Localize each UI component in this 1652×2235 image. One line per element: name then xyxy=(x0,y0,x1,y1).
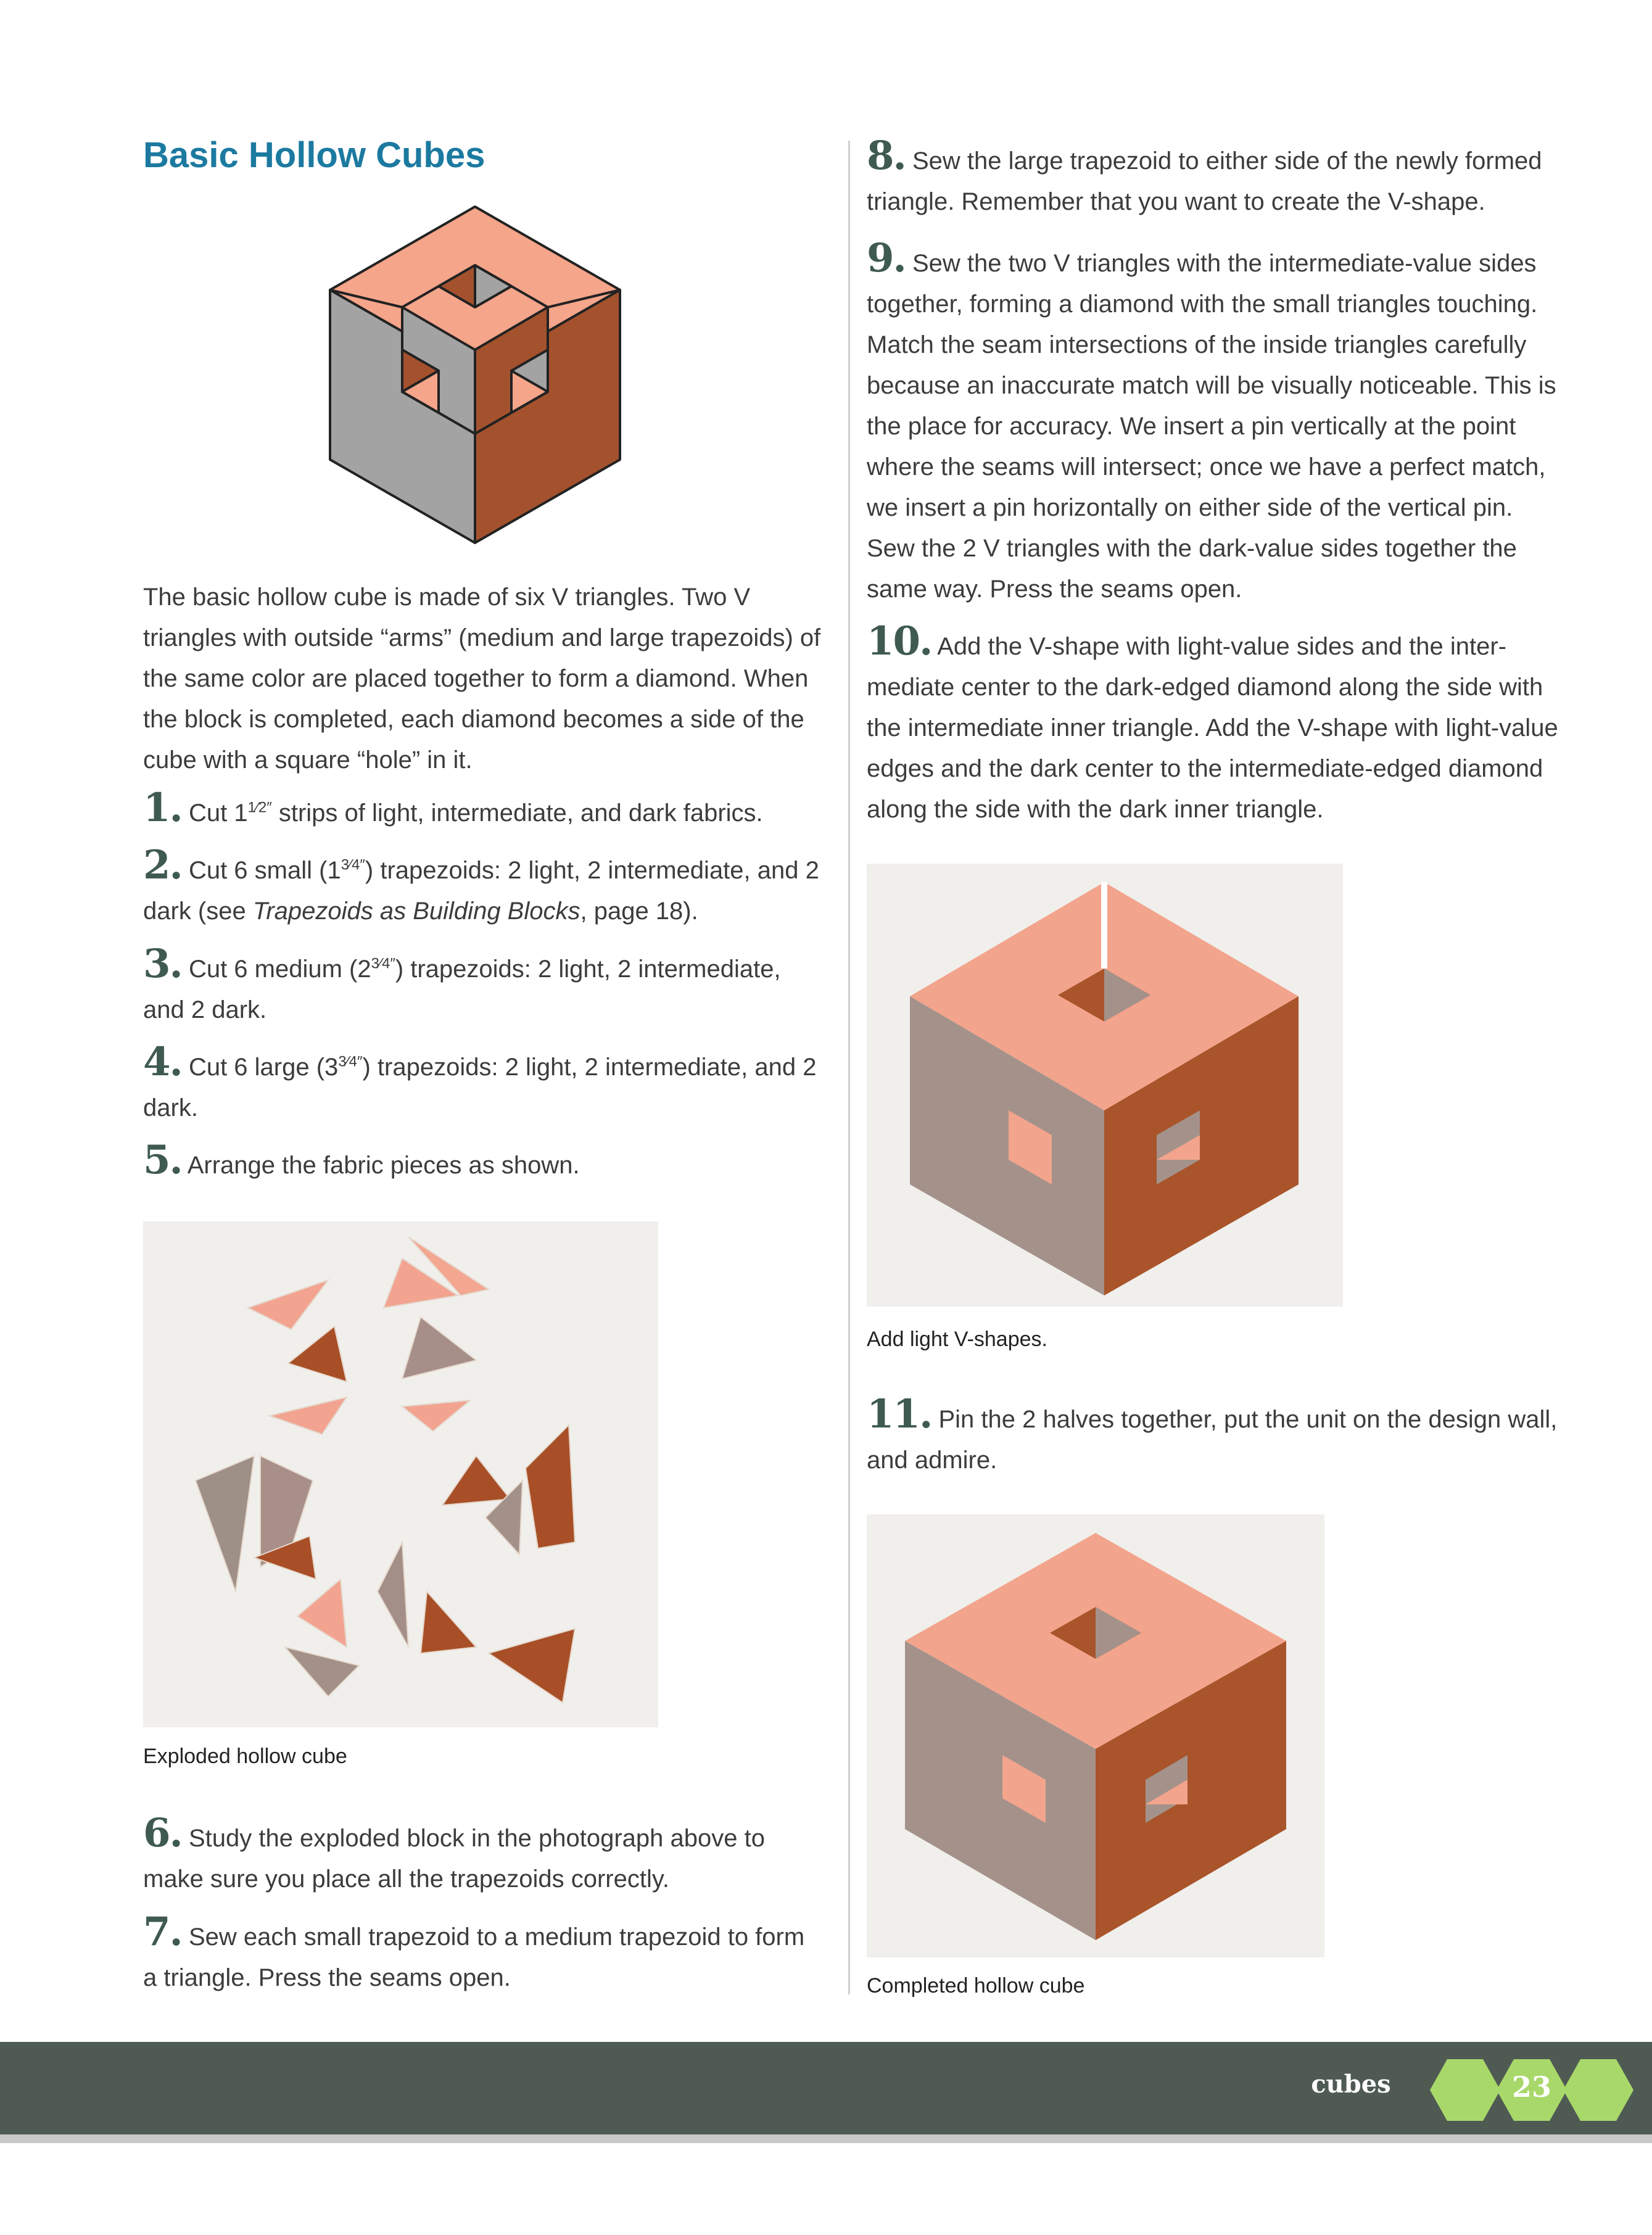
step-number: 8. xyxy=(867,133,906,179)
step-text: ) trapezoids: 2 light, 2 intermediate, and 2 dark. xyxy=(143,1054,817,1122)
step-text: Cut 6 small (1 xyxy=(188,857,341,884)
footer-bar xyxy=(0,2042,1652,2134)
step-text: Cut 6 large (3 xyxy=(188,1054,339,1081)
step-3 xyxy=(143,941,822,1030)
step-number: 10. xyxy=(867,618,932,664)
step-number: 4. xyxy=(143,1039,182,1085)
column-divider xyxy=(848,141,850,1994)
step-8 xyxy=(867,133,1567,222)
fraction: 3⁄4″ xyxy=(371,955,395,972)
fraction: 3⁄4″ xyxy=(338,1053,363,1070)
step-text: Sew each small trapezoid to a medium trapezoid to form a triangle. Press the seams open. xyxy=(143,1923,805,1991)
light-v-shapes-photo xyxy=(867,864,1343,1307)
step-9 xyxy=(867,235,1567,609)
step-text: strips of light, intermediate, and dark fabrics. xyxy=(271,799,763,827)
step-number: 11. xyxy=(867,1391,932,1437)
step-text: Arrange the fabric pieces as shown. xyxy=(187,1152,580,1179)
step-number: 9. xyxy=(867,235,906,281)
caption-completed: Completed hollow cube xyxy=(867,1974,1085,1997)
step-7 xyxy=(143,1909,822,1998)
step-4 xyxy=(143,1039,822,1128)
step-number: 5. xyxy=(143,1137,182,1183)
step-number: 2. xyxy=(143,842,182,888)
footer-divider xyxy=(0,2134,1652,2143)
step-text: Sew the two V triangles with the intermediate-value sides together, forming a diamond with the small triangles touching. Match the seam intersections of the inside triangles carefully because an inaccurate match will be visually noticeable. This is the place for accuracy. We insert a pin vertically at the point where the seams will intersect; once we have a perfect match, we insert a pin horizontally on either side of the vertical pin. Sew the 2 V triangles with the dark-value sides together the same way. Press the seams open. xyxy=(867,250,1556,603)
step-5 xyxy=(143,1137,822,1186)
step-text: Add the V-shape with light-value sides and the inter-mediate center to the dark-edged diamond along the side with the intermediate inner triangle. Add the V-shape with light-value edges and the dark center to the intermediate-edged diamond along the side with the dark inner triangle. xyxy=(867,633,1558,823)
hollow-cube-diagram xyxy=(324,204,626,549)
step-1 xyxy=(143,785,822,833)
fraction: 3⁄4″ xyxy=(341,856,365,874)
page-number: 23 xyxy=(1511,2070,1551,2104)
step-text: Cut 6 medium (2 xyxy=(188,956,371,983)
step-number: 7. xyxy=(143,1909,182,1955)
caption-light-v: Add light V-shapes. xyxy=(867,1328,1047,1351)
step-text: Study the exploded block in the photograph above to make sure you place all the trapezoids correctly. xyxy=(143,1825,765,1893)
step-6 xyxy=(143,1810,822,1899)
chapter-label: cubes xyxy=(1311,2070,1391,2099)
completed-cube-photo xyxy=(867,1514,1324,1957)
step-number: 1. xyxy=(143,785,182,831)
caption-exploded: Exploded hollow cube xyxy=(143,1745,347,1768)
step-2 xyxy=(143,842,822,932)
step-11 xyxy=(867,1391,1567,1481)
fraction: 1⁄2″ xyxy=(247,799,272,816)
step-10 xyxy=(867,618,1567,830)
page-title: Basic Hollow Cubes xyxy=(143,135,485,175)
step-number: 6. xyxy=(143,1810,182,1856)
reference-title: Trapezoids as Building Blocks xyxy=(252,898,580,925)
step-text: Pin the 2 halves together, put the unit on the design wall, and admire. xyxy=(867,1406,1558,1474)
step-text: , page 18). xyxy=(580,898,698,925)
step-number: 3. xyxy=(143,941,182,987)
step-text: Cut 1 xyxy=(188,799,248,827)
step-text: ) trapezoids: 2 light, 2 intermediate, and 2 dark. xyxy=(143,956,781,1023)
exploded-cube-photo xyxy=(143,1221,658,1727)
intro-paragraph: The basic hollow cube is made of six V triangles. Two V triangles with outside “arms” (medium and large trapezoids) of the same color are placed together to form a diamond. When the block is completed, each diamond becomes a side of the cube with a square “hole” in it. xyxy=(143,584,821,774)
step-text: ) trapezoids: 2 light, 2 intermediate, and 2 dark (see xyxy=(143,857,819,925)
step-text: Sew the large trapezoid to either side of the newly formed triangle. Remember that you want to create the V-shape. xyxy=(867,147,1542,215)
